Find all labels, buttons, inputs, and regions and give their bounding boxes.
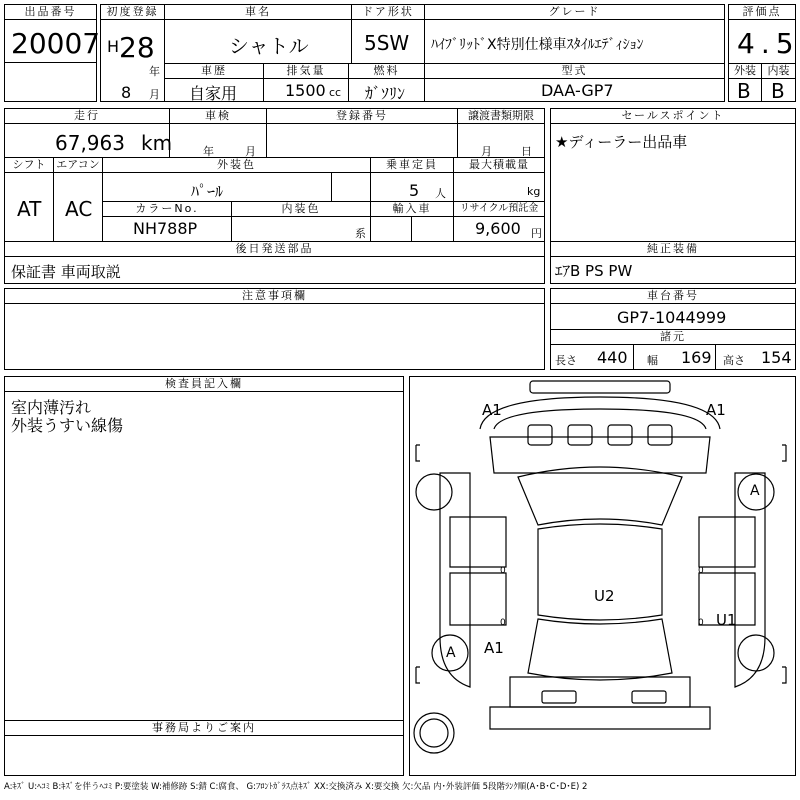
- reg-year: 28: [119, 31, 155, 64]
- inspector-label: 検査員記入欄: [5, 377, 403, 392]
- model: DAA-GP7: [541, 81, 614, 100]
- door-label: ドア形状: [352, 5, 424, 20]
- mileage-unit: km: [141, 131, 173, 155]
- reg-month: 8: [121, 83, 132, 102]
- inspector-box: [4, 376, 404, 722]
- ac: AC: [65, 197, 93, 221]
- int-color-label: 内装色: [232, 202, 370, 217]
- mileage: 67,963: [55, 131, 125, 155]
- sales-point: ★ディーラー出品車: [555, 133, 688, 151]
- load-unit: kg: [527, 185, 541, 198]
- color-label: 外装色: [103, 158, 370, 173]
- transfer-day-unit: 日: [521, 145, 532, 158]
- car-outline: [410, 377, 795, 775]
- mark-a-right-front-wheel: A: [750, 483, 760, 499]
- displacement: 1500: [285, 81, 326, 100]
- mark-a-left-rear-wheel: A: [446, 645, 456, 661]
- specs-label: 諸元: [551, 330, 795, 345]
- car-name-label: 車名: [165, 5, 351, 20]
- recycle-unit: 円: [531, 227, 542, 240]
- exterior-color: ﾊﾟｰﾙ: [191, 182, 224, 201]
- ext-score-label: 外装: [729, 64, 761, 79]
- fuel: ｶﾞｿﾘﾝ: [365, 84, 406, 103]
- svg-text:0: 0: [698, 618, 704, 628]
- svg-text:0: 0: [500, 618, 506, 628]
- score: 4.5: [737, 27, 800, 60]
- length: 440: [597, 348, 628, 367]
- door-type: 5SW: [364, 31, 410, 55]
- int-score-label: 内装: [762, 64, 795, 79]
- mark-a1-left-rear: A1: [484, 639, 504, 657]
- sales-point-label: セールスポイント: [551, 109, 795, 124]
- transfer-label: 譲渡書類期限: [458, 109, 544, 124]
- import-label: 輸入車: [371, 202, 453, 217]
- insp-year-unit: 年: [203, 145, 214, 158]
- insp-month-unit: 月: [245, 145, 256, 158]
- history: 自家用: [189, 84, 238, 103]
- first-reg-label: 初度登録: [101, 5, 164, 20]
- color-no-label: カラーNo.: [103, 202, 231, 217]
- score-box: [728, 4, 800, 103]
- legend: A:ｷｽﾞ U:ﾍｺﾐ B:ｷｽﾞを伴うﾍｺﾐ P:要塗装 W:補修跡 S:錆 C:腐食、 G:ﾌﾛﾝﾄｶﾞﾗｽ点ｷｽﾞ XX:交換済み X:要交換 欠:欠品 内･外装評価 5段階ﾗﾝｸ順(A･B･C･D･E) 2: [4, 782, 588, 792]
- mileage-section: [4, 108, 545, 284]
- mark-u1-right-rear: U1: [716, 611, 737, 629]
- svg-text:0: 0: [698, 566, 704, 576]
- mileage-label: 走行: [5, 109, 169, 124]
- equipment-label: 純正装備: [551, 242, 795, 257]
- int-color-unit: 系: [355, 227, 366, 240]
- model-label: 型式: [425, 64, 724, 79]
- ext-score: B: [737, 79, 751, 103]
- capacity: 5: [409, 181, 420, 200]
- chassis-box: [550, 288, 796, 370]
- score-label: 評価点: [729, 5, 795, 20]
- car-name: シャトル: [229, 34, 309, 58]
- recycle-label: リサイクル預託金: [454, 202, 544, 217]
- inspector-line-1: 室内薄汚れ: [11, 398, 92, 417]
- notes-label: 注意事項欄: [5, 289, 544, 304]
- mark-a1-front-left: A1: [482, 401, 502, 419]
- svg-text:0: 0: [500, 566, 506, 576]
- inspection-label: 車検: [170, 109, 266, 124]
- vehicle-info-box: [100, 4, 725, 102]
- length-label: 長さ: [555, 354, 577, 367]
- inspector-line-2: 外装うすい線傷: [11, 416, 124, 435]
- height: 154: [761, 348, 792, 367]
- office-label: 事務局よりご案内: [5, 721, 403, 736]
- history-label: 車歴: [165, 64, 263, 79]
- damage-diagram: [409, 376, 796, 776]
- auction-no: 20007: [11, 27, 101, 60]
- grade: ﾊｲﾌﾞﾘｯﾄﾞX特別仕様車ｽﾀｲﾙｴﾃﾞｨｼｮﾝ: [431, 37, 644, 53]
- shift-label: シフト: [5, 158, 53, 173]
- later-parts-label: 後日発送部品: [5, 242, 544, 257]
- equipment-box: [550, 242, 796, 284]
- ac-label: エアコン: [54, 158, 102, 173]
- shift: AT: [17, 197, 42, 221]
- auction-no-box: [4, 4, 101, 102]
- int-score: B: [771, 79, 785, 103]
- era: H: [107, 37, 120, 56]
- year-unit: 年: [149, 65, 160, 78]
- office-box: [4, 720, 404, 776]
- capacity-label: 乗車定員: [371, 158, 453, 173]
- transfer-month-unit: 月: [481, 145, 492, 158]
- capacity-unit: 人: [435, 187, 446, 200]
- mark-u2-roof: U2: [594, 587, 615, 605]
- grade-label: グレード: [425, 5, 724, 20]
- displacement-unit: cc: [329, 86, 342, 99]
- sales-point-box: [550, 108, 796, 242]
- chassis-number: GP7-1044999: [617, 308, 727, 327]
- auction-no-label: 出品番号: [5, 5, 96, 20]
- fuel-label: 燃料: [349, 64, 424, 79]
- plate-label: 登録番号: [267, 109, 457, 124]
- later-parts: 保証書 車両取説: [11, 263, 121, 281]
- chassis-label: 車台番号: [551, 289, 795, 304]
- load-label: 最大積載量: [454, 158, 544, 173]
- recycle: 9,600: [475, 219, 521, 238]
- displacement-label: 排気量: [264, 64, 348, 79]
- month-unit: 月: [149, 88, 160, 101]
- mark-a1-front-right: A1: [706, 401, 726, 419]
- notes-box: [4, 288, 545, 370]
- width-label: 幅: [647, 354, 658, 367]
- equipment: ｴｱB PS PW: [555, 262, 633, 280]
- color-no: NH788P: [133, 219, 198, 238]
- height-label: 高さ: [723, 354, 745, 367]
- width: 169: [681, 348, 712, 367]
